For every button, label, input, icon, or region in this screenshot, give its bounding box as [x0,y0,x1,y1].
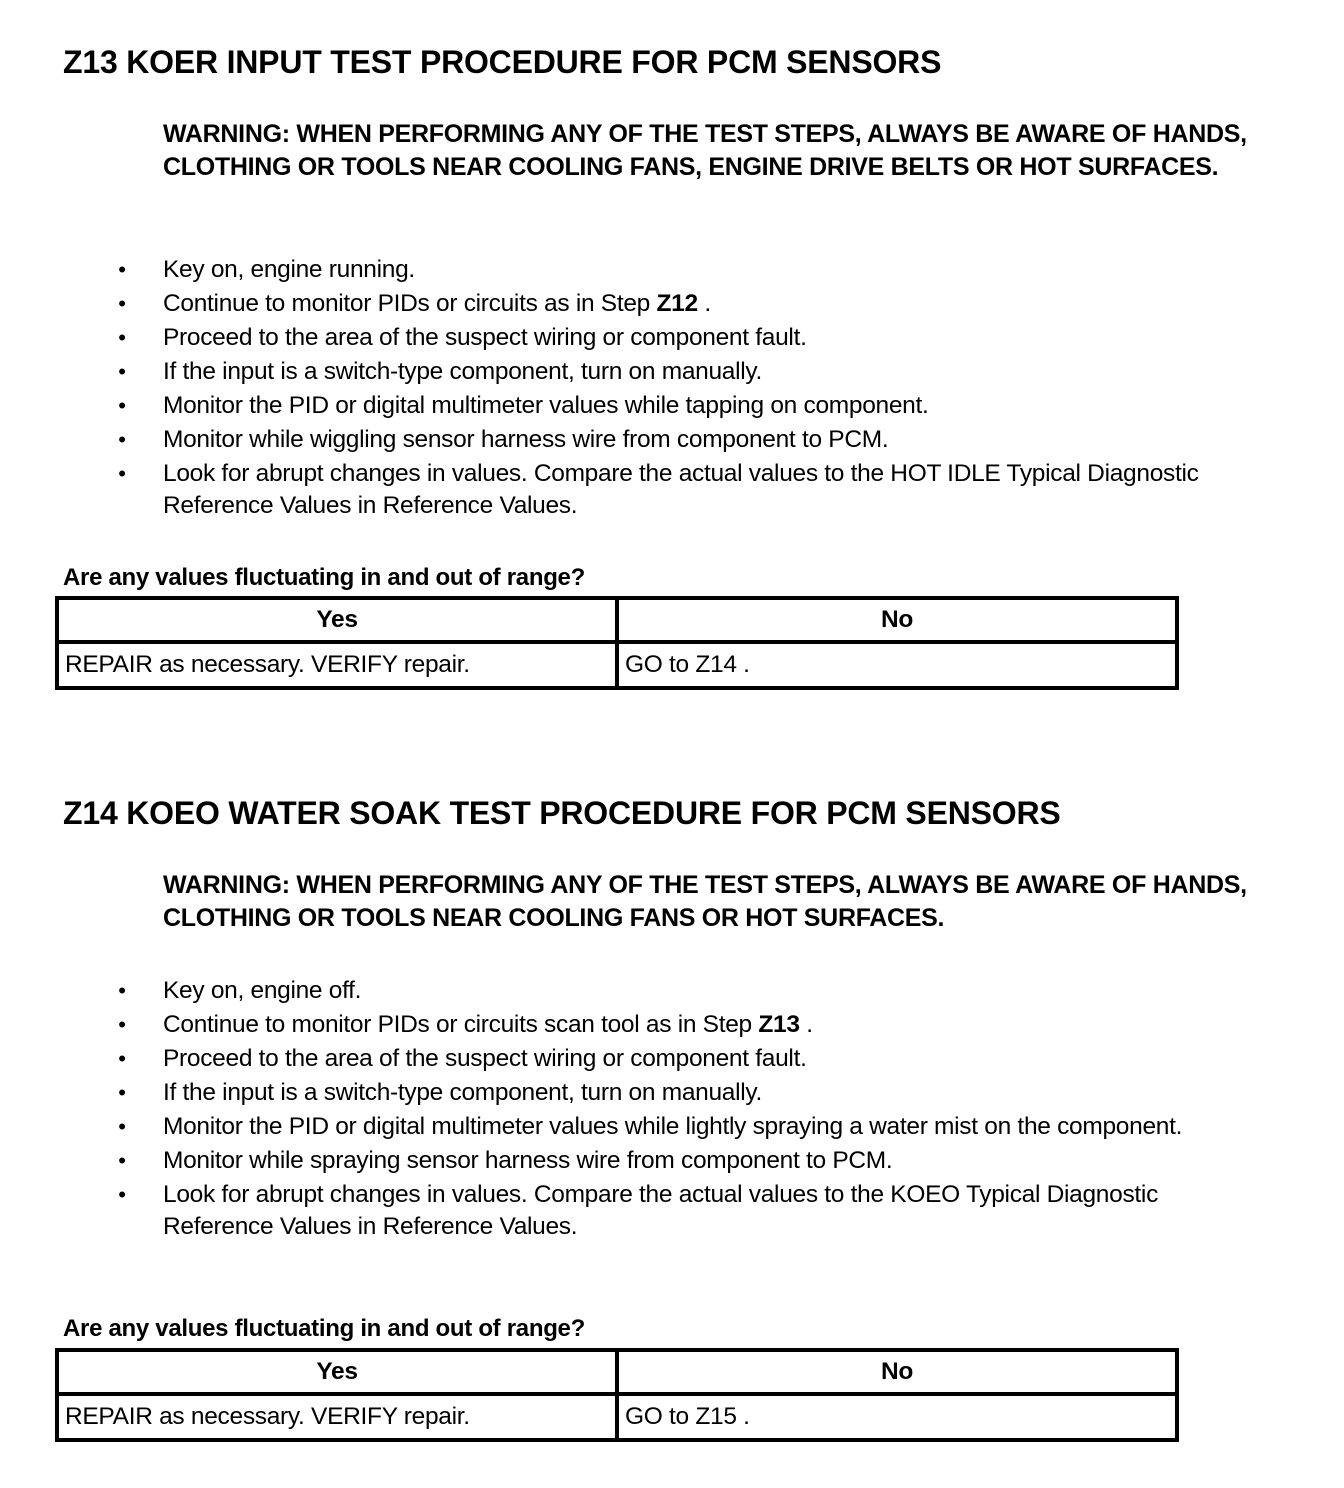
list-item-suffix: . [697,290,711,317]
decision-question: Are any values fluctuating in and out of range? [63,564,585,591]
bullet-icon: • [118,1148,126,1173]
list-item [0,424,1253,456]
list-item [0,390,1253,422]
list-item [0,1077,1253,1109]
list-item-text: Continue to monitor PIDs or circuits scan tool as in Step [163,1011,759,1038]
list-item-text: Monitor the PID or digital multimeter values while tapping on component. [163,392,929,419]
list-item [0,1179,1253,1243]
table-header-row [57,1350,1177,1394]
cell-yes-action: REPAIR as necessary. VERIFY repair. [57,642,617,688]
list-item-text: If the input is a switch-type component, turn on manually. [163,1079,763,1106]
list-item-text: Continue to monitor PIDs or circuits as in Step [163,290,657,317]
bullet-icon: • [118,461,126,486]
list-item [0,458,1253,522]
bullet-icon: • [118,1182,126,1207]
bullet-icon: • [118,291,126,316]
list-item [0,1043,1253,1075]
header-yes: Yes [57,1350,617,1394]
list-item-text: Proceed to the area of the suspect wiring or component fault. [163,1045,807,1072]
list-item-text: Monitor the PID or digital multimeter values while lightly spraying a water mist on the component. [163,1113,1183,1140]
step-reference: Z12 [656,290,698,317]
header-no: No [617,598,1177,642]
list-item [0,254,1253,286]
cell-no-action: GO to Z15 . [617,1394,1177,1440]
bullet-icon: • [118,978,126,1003]
list-item-text: If the input is a switch-type component, turn on manually. [163,358,763,385]
table-row [57,642,1177,688]
bullet-icon: • [118,257,126,282]
bullet-icon: • [118,359,126,384]
table-row [57,1394,1177,1440]
list-item [0,1009,1253,1041]
list-item-text: Key on, engine running. [163,256,415,283]
list-item [0,322,1253,354]
cell-no-action: GO to Z14 . [617,642,1177,688]
bullet-icon: • [118,1080,126,1105]
cell-yes-action: REPAIR as necessary. VERIFY repair. [57,1394,617,1440]
section-heading: Z13 KOER INPUT TEST PROCEDURE FOR PCM SENSORS [63,44,942,80]
bullet-icon: • [118,393,126,418]
section-heading: Z14 KOEO WATER SOAK TEST PROCEDURE FOR PCM SENSORS [63,795,1061,831]
warning-text: WARNING: WHEN PERFORMING ANY OF THE TEST STEPS, ALWAYS BE AWARE OF HANDS, CLOTHING OR TOOLS NEAR COOLING FANS, ENGINE DRIVE BELTS OR HOT SURFACES. [163,120,1247,181]
step-list [0,975,1344,1245]
bullet-icon: • [118,1012,126,1037]
decision-question: Are any values fluctuating in and out of range? [63,1315,585,1342]
list-item [0,1111,1253,1143]
list-item-text: Look for abrupt changes in values. Compare the actual values to the HOT IDLE Typical Diagnostic Reference Values in Reference Values. [163,460,1199,519]
list-item-text: Proceed to the area of the suspect wiring or component fault. [163,324,807,351]
warning-text: WARNING: WHEN PERFORMING ANY OF THE TEST STEPS, ALWAYS BE AWARE OF HANDS, CLOTHING OR TOOLS NEAR COOLING FANS OR HOT SURFACES. [163,871,1247,932]
bullet-icon: • [118,1046,126,1071]
bullet-icon: • [118,325,126,350]
list-item-text: Look for abrupt changes in values. Compare the actual values to the KOEO Typical Diagnostic Reference Values in Reference Values. [163,1181,1159,1240]
bullet-icon: • [118,427,126,452]
list-item [0,975,1253,1007]
header-no: No [617,1350,1177,1394]
list-item [0,356,1253,388]
header-yes: Yes [57,598,617,642]
decision-table [55,1348,1179,1442]
list-item-text: Monitor while spraying sensor harness wire from component to PCM. [163,1147,893,1174]
step-list [0,254,1344,524]
bullet-icon: • [118,1114,126,1139]
list-item-text: Key on, engine off. [163,977,362,1004]
list-item-text: Monitor while wiggling sensor harness wire from component to PCM. [163,426,889,453]
list-item [0,1145,1253,1177]
step-reference: Z13 [758,1011,800,1038]
list-item [0,288,1253,320]
list-item-suffix: . [799,1011,813,1038]
decision-table [55,596,1179,690]
table-header-row [57,598,1177,642]
